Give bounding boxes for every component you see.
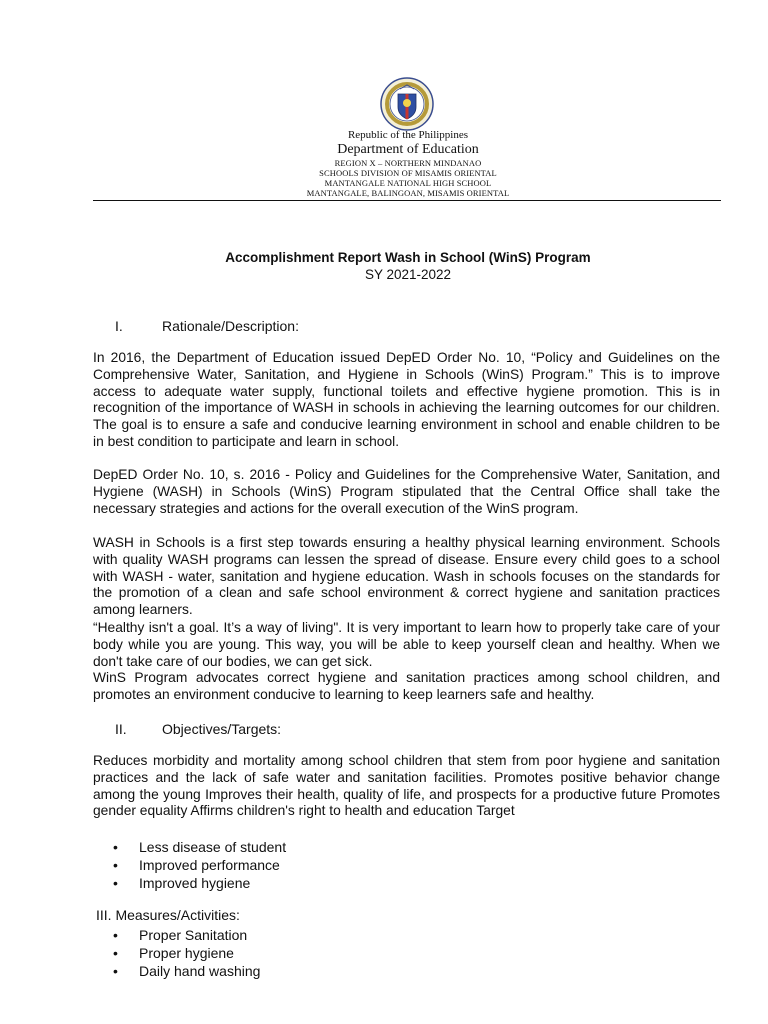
section-number: I. — [115, 318, 123, 334]
list-item: • Improved performance — [113, 856, 286, 874]
letterhead-address: MANTANGALE, BALINGOAN, MISAMIS ORIENTAL — [306, 188, 510, 198]
objectives-paragraph: Reduces morbidity and mortality among school children that stem from poor hygiene and sanitation practices and the lack of safe water and sanitation facilities. Promotes positive behavior change among the young Improves their health, quality of life, and prospects for a productive future Promotes gender equality Affirms children's right to health and education Target — [93, 753, 720, 819]
section-heading-activities: III. Measures/Activities: — [96, 907, 240, 923]
rationale-paragraph-5: WinS Program advocates correct hygiene and sanitation practices among school children, and promotes an environment conducive to learning to keep learners safe and healthy. — [93, 670, 720, 702]
section-label: Objectives/Targets: — [162, 721, 282, 737]
letterhead-department: Department of Education — [337, 142, 479, 157]
rationale-paragraph-2: DepED Order No. 10, s. 2016 - Policy and Guidelines for the Comprehensive Water, Sanitation, and Hygiene (WASH) in Schools (WinS) Program stipulated that the Central Office shall take the necessary strategies and actions for the overall execution of the WinS program. — [93, 467, 720, 516]
section-label: Rationale/Description: — [162, 318, 299, 334]
rationale-paragraph-3: WASH in Schools is a first step towards ensuring a healthy physical learning environment. Schools with quality WASH programs can lessen the spread of disease. Ensure every child goes to a school with WASH - water, sanitation and hygiene education. Wash in schools focuses on the standards for the promotion of a clean and safe school environment & correct hygiene and sanitation practices among learners. — [93, 535, 720, 618]
letterhead-divider — [93, 200, 721, 201]
report-school-year: SY 2021-2022 — [364, 267, 452, 282]
targets-list — [113, 838, 286, 893]
letterhead-division: SCHOOLS DIVISION OF MISAMIS ORIENTAL — [319, 168, 497, 178]
rationale-paragraph-4: “Healthy isn't a goal. It’s a way of living". It is very important to learn how to properly take care of your body while you are young. This way, you will be able to keep yourself clean and healthy. When we don't take care of our bodies, we can get sick. — [93, 620, 720, 669]
section-number: II. — [115, 721, 127, 737]
deped-seal-icon — [380, 77, 434, 131]
letterhead-school: MANTANGALE NATIONAL HIGH SCHOOL — [324, 178, 492, 188]
list-item: • Less disease of student — [113, 838, 286, 856]
activities-list — [113, 926, 260, 981]
list-item: • Proper Sanitation — [113, 926, 260, 944]
report-title: Accomplishment Report Wash in School (WinS) Program — [225, 250, 591, 265]
rationale-paragraph-1: In 2016, the Department of Education issued DepED Order No. 10, “Policy and Guidelines on the Comprehensive Water, Sanitation, and Hygiene in Schools (WinS) Program.” This is to improve access to adequate water supply, functional toilets and effective hygiene promotion. This is in recognition of the importance of WASH in schools in achieving the learning outcomes for our children. The goal is to ensure a safe and conducive learning environment in school and enable children to be in best condition to participate and learn in school. — [93, 350, 720, 449]
list-item: • Proper hygiene — [113, 944, 260, 962]
list-item: • Improved hygiene — [113, 874, 286, 892]
letterhead-republic: Republic of the Philippines — [347, 129, 469, 141]
letterhead-region: REGION X – NORTHERN MINDANAO — [334, 158, 482, 168]
list-item: • Daily hand washing — [113, 962, 260, 980]
